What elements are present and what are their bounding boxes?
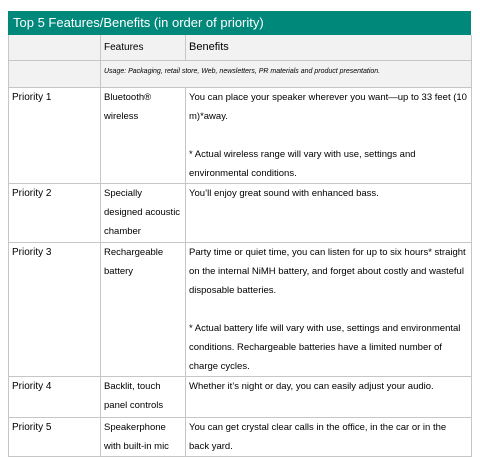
benefit-text: Party time or quiet time, you can listen for up to six hours* straight on the internal NiMH battery, and forget about costly and wasteful disposable batteries. <box>189 246 466 296</box>
feature-cell: Speakerphone with built-in mic <box>101 417 186 456</box>
features-benefits-document <box>8 11 471 457</box>
header-priority-cell <box>9 35 101 60</box>
benefit-text: Whether it’s night or day, you can easily adjust your audio. <box>189 380 434 392</box>
features-benefits-table <box>8 35 472 457</box>
feature-cell: Backlit, touch panel controls <box>101 376 186 417</box>
usage-priority-cell <box>9 60 101 87</box>
benefit-cell <box>186 417 472 456</box>
benefit-note: * Actual wireless range will vary with use, settings and environmental conditions. <box>189 148 416 179</box>
header-features-cell <box>101 35 186 60</box>
usage-row <box>9 60 472 87</box>
usage-cell <box>101 60 472 87</box>
features-header: Features <box>104 42 144 53</box>
benefit-cell <box>186 242 472 376</box>
priority-label: Priority 2 <box>9 183 101 242</box>
benefit-cell <box>186 87 472 183</box>
benefits-header: Benefits <box>189 41 229 53</box>
benefit-note: * Actual battery life will vary with use, settings and environmental conditions. Rechargeable batteries have a limited number of charge cycles. <box>189 322 461 372</box>
priority-label: Priority 5 <box>9 417 101 456</box>
table-row <box>9 417 472 456</box>
feature-cell: Rechargeable battery <box>101 242 186 376</box>
header-row <box>9 35 472 60</box>
priority-label: Priority 4 <box>9 376 101 417</box>
table-row <box>9 183 472 242</box>
benefit-text: You’ll enjoy great sound with enhanced bass. <box>189 187 379 199</box>
table-row <box>9 376 472 417</box>
feature-cell: Bluetooth® wireless <box>101 87 186 183</box>
table-row <box>9 87 472 183</box>
table-title: Top 5 Features/Benefits (in order of priority) <box>8 11 471 35</box>
priority-label: Priority 1 <box>9 87 101 183</box>
benefit-text: You can place your speaker wherever you want—up to 33 feet (10 m)*away. <box>189 91 467 122</box>
header-benefits-cell <box>186 35 472 60</box>
benefit-cell <box>186 376 472 417</box>
benefit-text: You can get crystal clear calls in the office, in the car or in the back yard. <box>189 421 447 452</box>
priority-label: Priority 3 <box>9 242 101 376</box>
table-row <box>9 242 472 376</box>
usage-text: Usage: Packaging, retail store, Web, newsletters, PR materials and product presentation. <box>104 67 381 75</box>
benefit-cell <box>186 183 472 242</box>
feature-cell: Specially designed acoustic chamber <box>101 183 186 242</box>
